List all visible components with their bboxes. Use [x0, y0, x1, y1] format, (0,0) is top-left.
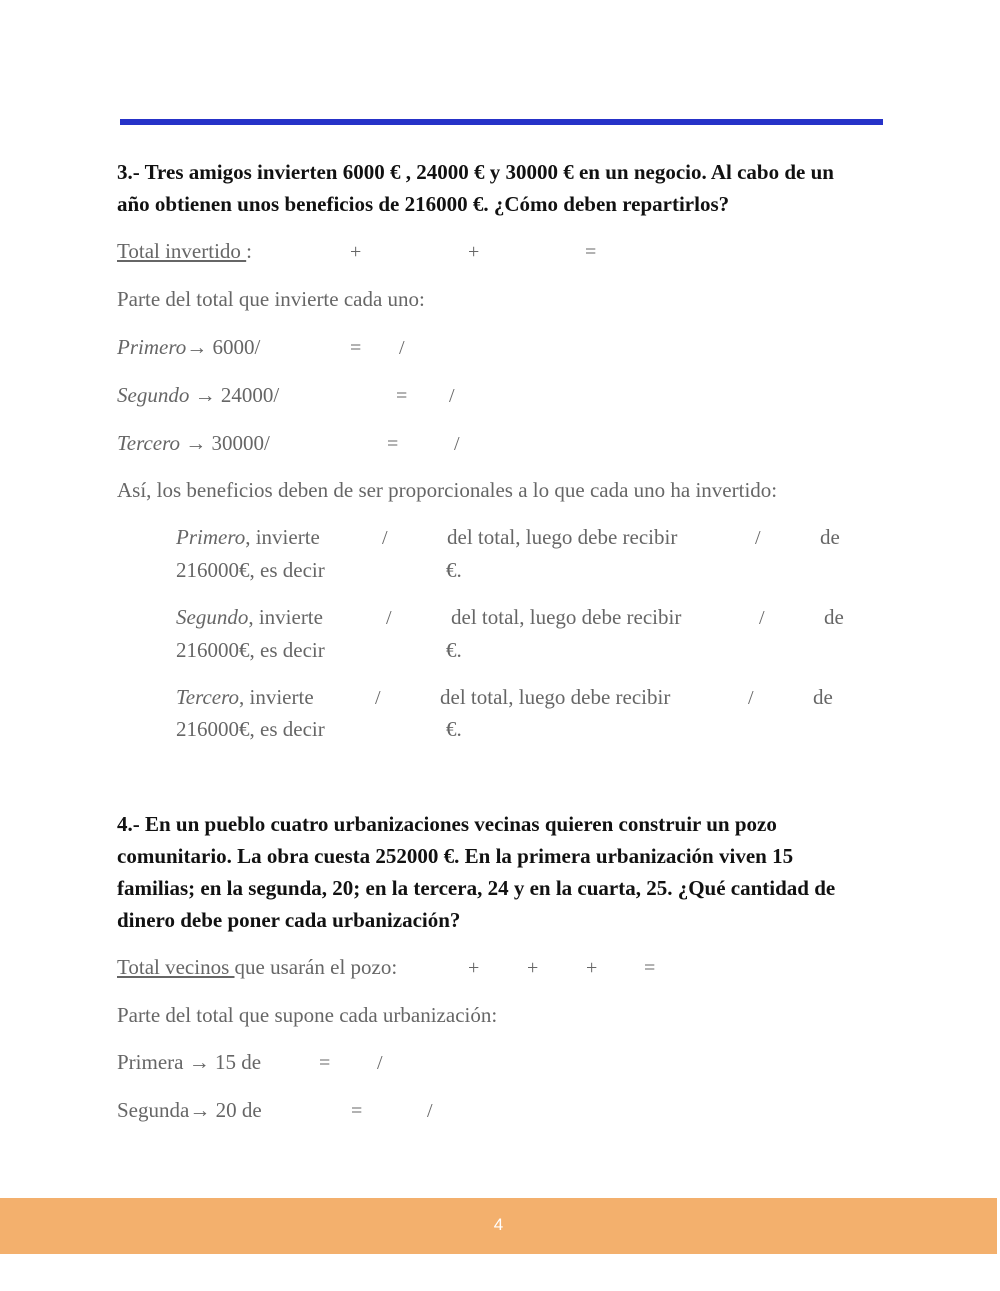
es-decir-text: 216000€, es decir	[176, 717, 325, 741]
page-number: 4	[493, 1215, 504, 1234]
share-segundo-name: Segundo	[176, 605, 249, 629]
fraction-slash: /	[399, 337, 405, 359]
segundo-amount: → 24000/	[189, 383, 280, 407]
equals-sign: =	[319, 1052, 331, 1074]
fraction-slash: /	[748, 687, 754, 709]
euro-sign: €.	[446, 558, 462, 582]
tercero-label: Tercero	[117, 431, 180, 455]
question-4-title-line-3: familias; en la segunda, 20; en la tercera, 24 y en la cuarta, 25. ¿Qué cantidad de	[117, 876, 836, 900]
equals-sign: =	[350, 337, 362, 359]
euro-sign: €.	[446, 717, 462, 741]
plus-sign: +	[527, 957, 539, 979]
share-invierte: , invierte	[248, 605, 323, 629]
plus-sign: +	[350, 241, 362, 263]
segundo-label: Segundo	[117, 383, 190, 407]
question-4-title-line-2: comunitario. La obra cuesta 252000 €. En la primera urbanización viven 15	[117, 844, 794, 868]
plus-sign: +	[586, 957, 598, 979]
primero-row	[117, 335, 260, 360]
tercero-row	[117, 431, 270, 456]
question-3-title-line-1: 3.- Tres amigos invierten 6000 € , 24000 € y 30000 € en un negocio. Al cabo de un	[117, 160, 834, 184]
segunda-row: Segunda→ 20 de	[117, 1098, 262, 1122]
plus-sign: +	[468, 241, 480, 263]
equals-sign: =	[387, 433, 399, 455]
total-invertido-colon: :	[246, 239, 253, 263]
page-footer	[0, 1198, 997, 1254]
share-segundo-row	[176, 605, 323, 630]
fraction-slash: /	[755, 527, 761, 549]
total-vecinos-label: Total vecinos	[117, 955, 235, 979]
question-4-title-line-4: dinero debe poner cada urbanización?	[117, 908, 461, 932]
equals-sign: =	[585, 241, 597, 263]
del-total-text: del total, luego debe recibir	[447, 525, 678, 549]
question-3-title	[117, 156, 887, 220]
total-vecinos-row	[117, 955, 397, 980]
total-invertido-label: Total invertido	[117, 239, 247, 263]
de-text: de	[813, 685, 833, 709]
del-total-text: del total, luego debe recibir	[440, 685, 671, 709]
euro-sign: €.	[446, 638, 462, 662]
fraction-slash: /	[427, 1100, 433, 1122]
fraction-slash: /	[759, 607, 765, 629]
parte-urbanizacion-text: Parte del total que supone cada urbanización:	[117, 1003, 498, 1027]
share-invierte: , invierte	[245, 525, 320, 549]
primero-label: Primero	[117, 335, 187, 359]
share-primero-row	[176, 525, 320, 550]
fraction-slash: /	[454, 433, 460, 455]
es-decir-text: 216000€, es decir	[176, 638, 325, 662]
fraction-slash: /	[386, 607, 392, 629]
question-3-title-line-2: año obtienen unos beneficios de 216000 €. ¿Cómo deben repartirlos?	[117, 192, 730, 216]
parte-total-text: Parte del total que invierte cada uno:	[117, 287, 425, 311]
de-text: de	[824, 605, 844, 629]
question-4-title	[117, 808, 887, 936]
fraction-slash: /	[377, 1052, 383, 1074]
question-4-title-line-1: 4.- En un pueblo cuatro urbanizaciones vecinas quieren construir un pozo	[117, 812, 777, 836]
primera-row: Primera → 15 de	[117, 1050, 262, 1074]
total-vecinos-rest: que usarán el pozo:	[234, 955, 398, 979]
fraction-slash: /	[382, 527, 388, 549]
equals-sign: =	[396, 385, 408, 407]
plus-sign: +	[468, 957, 480, 979]
share-primero-name: Primero	[176, 525, 246, 549]
fraction-slash: /	[375, 687, 381, 709]
segundo-row	[117, 383, 279, 408]
primero-amount: → 6000/	[186, 335, 261, 359]
total-invertido-row	[117, 239, 252, 264]
fraction-slash: /	[449, 385, 455, 407]
de-text: de	[820, 525, 840, 549]
header-rule	[120, 119, 883, 125]
asi-text: Así, los beneficios deben de ser proporcionales a lo que cada uno ha invertido:	[117, 478, 778, 502]
share-tercero-row	[176, 685, 314, 710]
del-total-text: del total, luego debe recibir	[451, 605, 682, 629]
share-invierte: , invierte	[239, 685, 314, 709]
tercero-amount: → 30000/	[180, 431, 270, 455]
equals-sign: =	[351, 1100, 363, 1122]
equals-sign: =	[644, 957, 656, 979]
share-tercero-name: Tercero	[176, 685, 239, 709]
es-decir-text: 216000€, es decir	[176, 558, 325, 582]
